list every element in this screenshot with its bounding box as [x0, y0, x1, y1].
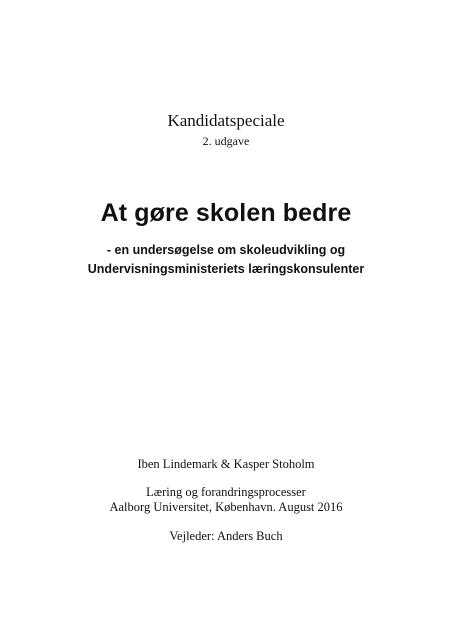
subtitle-line-2: Undervisningsministeriets læringskonsulenter [87, 262, 365, 276]
document-type: Kandidatspeciale [167, 111, 285, 130]
supervisor: Vejleder: Anders Buch [169, 529, 283, 543]
university-and-date: Aalborg Universitet, København. August 2016 [109, 500, 343, 514]
edition-label: 2. udgave [202, 134, 250, 148]
document-title: At gøre skolen bedre [100, 199, 352, 227]
subtitle-line-1: - en undersøgelse om skoleudvikling og [106, 243, 346, 257]
study-program: Læring og forandringsprocesser [146, 485, 306, 499]
authors: Iben Lindemark & Kasper Stoholm [137, 457, 315, 471]
